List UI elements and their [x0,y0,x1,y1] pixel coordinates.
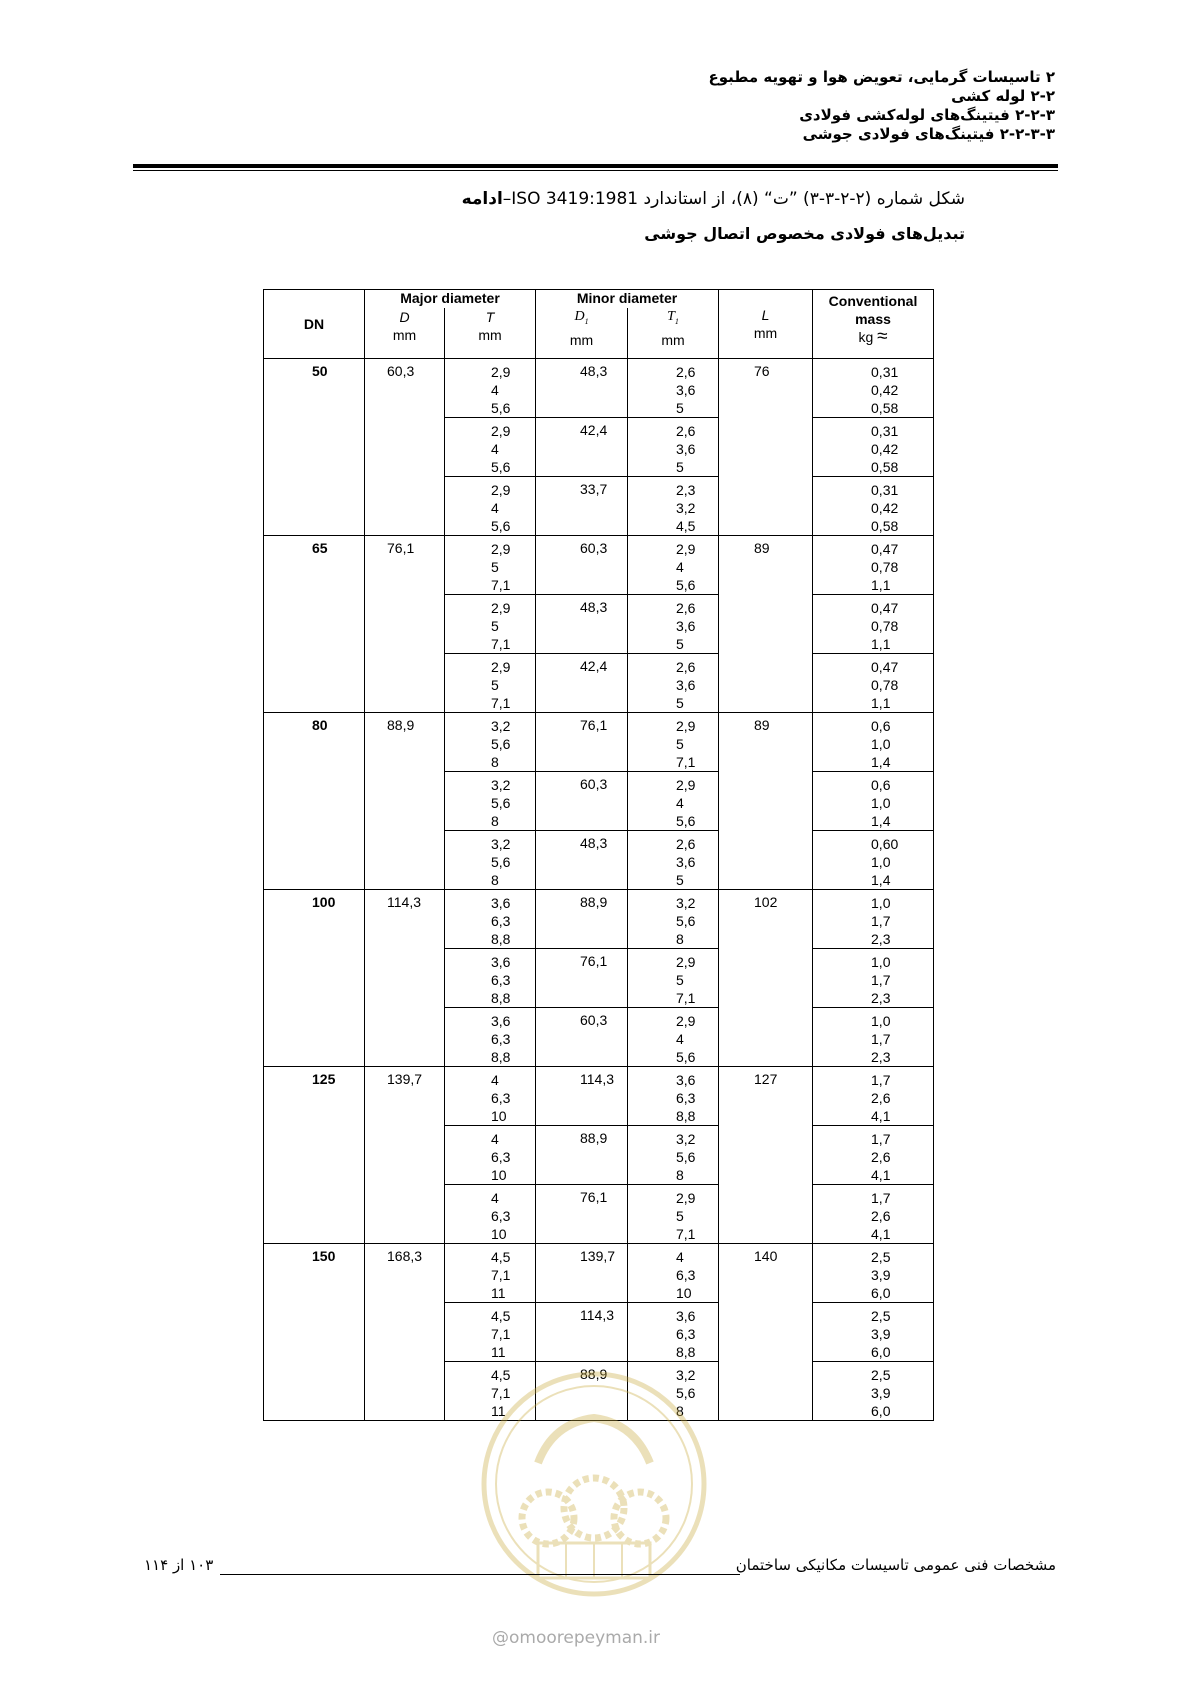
cell-t1 [628,477,719,536]
header-l-unit: mm [753,325,778,341]
cell-l: 127 [719,1067,813,1244]
cell-value: 2,5 [871,1367,891,1383]
header-rule-thick [133,164,1058,168]
cell-t [445,890,536,949]
cell-value: 2,9 [491,423,511,439]
cell-d1: 88,9 [536,1126,628,1185]
cell-d1: 42,4 [536,654,628,713]
header-line-4: ۲-۲-۳-۳ فیتینگ‌های فولادی جوشی [802,125,1055,143]
cell-value: 2,9 [491,659,511,675]
cell-value: 5,6 [491,400,511,416]
cell-value: 0,31 [871,482,899,498]
cell-value: 3,6 [676,618,696,634]
cell-value: 4,1 [871,1167,891,1183]
header-mass-line1: Conventional [828,293,918,309]
cell-mass [813,1008,934,1067]
cell-value: 3,6 [676,441,696,457]
page-header [708,68,1055,144]
cell-value: 3,9 [871,1385,891,1401]
table-row [264,359,934,418]
cell-value: 1,0 [871,954,891,970]
cell-mass [813,359,934,418]
cell-value: 5,6 [491,459,511,475]
cell-value: 7,1 [676,990,696,1006]
cell-value: 2,9 [676,954,696,970]
header-length [719,290,813,359]
cell-value: 5 [676,1208,684,1224]
cell-t [445,1303,536,1362]
cell-value: 0,42 [871,441,899,457]
figure-caption [462,189,965,209]
cell-value: 0,60 [871,836,899,852]
cell-value: 3,2 [491,836,511,852]
cell-value: 0,47 [871,659,899,675]
cell-value: 0,58 [871,459,899,475]
cell-l: 140 [719,1244,813,1421]
header-t: T mm [445,308,536,359]
cell-t [445,1008,536,1067]
cell-value: 4,1 [871,1226,891,1242]
cell-l: 76 [719,359,813,536]
cell-t [445,359,536,418]
cell-value: 3,9 [871,1267,891,1283]
cell-value: 3,2 [676,1131,696,1147]
cell-value: 2,9 [491,364,511,380]
cell-value: 6,3 [491,1208,511,1224]
cell-mass [813,1185,934,1244]
cell-value: 1,0 [871,854,891,870]
footer-title: مشخصات فنی عمومی تاسیسات مکانیکی ساختمان [735,1556,1056,1574]
cell-t1 [628,359,719,418]
cell-value: 6,3 [491,913,511,929]
cell-value: 5 [491,677,499,693]
cell-value: 5 [676,400,684,416]
cell-d1: 76,1 [536,713,628,772]
cell-value: 8 [676,931,684,947]
cell-d: 139,7 [365,1067,445,1244]
cell-value: 2,3 [871,931,891,947]
cell-value: 2,9 [676,1190,696,1206]
reducers-table [263,289,934,1421]
cell-value: 0,42 [871,500,899,516]
cell-value: 3,6 [491,895,511,911]
cell-t [445,949,536,1008]
cell-d1: 48,3 [536,359,628,418]
cell-d1: 76,1 [536,1185,628,1244]
cell-mass [813,595,934,654]
cell-value: 11 [491,1285,506,1301]
cell-value: 0,42 [871,382,899,398]
cell-value: 5,6 [491,736,511,752]
cell-t [445,831,536,890]
cell-value: 4 [491,441,499,457]
cell-mass [813,713,934,772]
header-d1: $D_1$ mm [536,308,628,359]
caption-continued: ادامه [461,189,503,209]
cell-value: 2,3 [871,1049,891,1065]
cell-mass [813,477,934,536]
cell-value: 10 [491,1108,507,1124]
cell-dn: 50 [264,359,365,536]
cell-mass [813,1067,934,1126]
cell-value: 4,5 [491,1249,511,1265]
header-l-symbol: L [761,307,770,323]
cell-value: 0,78 [871,677,899,693]
cell-l: 102 [719,890,813,1067]
header-t1: $T_1$ mm [628,308,719,359]
cell-d: 76,1 [365,536,445,713]
cell-mass [813,831,934,890]
cell-d1: 60,3 [536,772,628,831]
watermark-url: @omoorepeyman.ir [492,1628,661,1648]
cell-value: 1,4 [871,754,891,770]
cell-t [445,713,536,772]
cell-value: 11 [491,1344,506,1360]
cell-value: 5,6 [491,854,511,870]
cell-value: 2,3 [676,482,696,498]
cell-value: 3,6 [491,1013,511,1029]
cell-value: 1,1 [871,577,891,593]
cell-d1: 139,7 [536,1244,628,1303]
cell-value: 8,8 [676,1344,696,1360]
header-line-3: ۲-۲-۳ فیتینگ‌های لوله‌کشی فولادی [799,106,1055,124]
cell-value: 7,1 [491,577,511,593]
cell-value: 1,0 [871,1013,891,1029]
cell-value: 3,2 [676,500,696,516]
cell-value: 1,4 [871,872,891,888]
cell-value: 2,6 [676,364,696,380]
cell-value: 1,1 [871,636,891,652]
cell-value: 5 [676,459,684,475]
cell-t1 [628,831,719,890]
cell-value: 7,1 [491,695,511,711]
cell-value: 2,3 [871,990,891,1006]
cell-value: 4,1 [871,1108,891,1124]
cell-t1 [628,1067,719,1126]
cell-t [445,1244,536,1303]
cell-value: 7,1 [491,636,511,652]
cell-value: 1,1 [871,695,891,711]
cell-value: 2,6 [676,836,696,852]
cell-mass [813,1303,934,1362]
table-row [264,1244,934,1303]
cell-value: 2,9 [676,1013,696,1029]
cell-value: 4 [491,1131,499,1147]
table-row [264,890,934,949]
cell-value: 6,3 [676,1267,696,1283]
cell-value: 5 [676,972,684,988]
cell-value: 2,9 [676,777,696,793]
cell-t [445,595,536,654]
cell-t [445,477,536,536]
cell-value: 1,4 [871,813,891,829]
header-line-1: ۲ تاسیسات گرمایی، تعویض هوا و تهویه مطبوع [708,68,1055,86]
cell-value: 2,5 [871,1249,891,1265]
cell-value: 1,7 [871,913,891,929]
cell-mass [813,1362,934,1421]
cell-value: 8,8 [676,1108,696,1124]
cell-mass [813,890,934,949]
cell-value: 3,2 [491,777,511,793]
cell-d1: 42,4 [536,418,628,477]
cell-t1 [628,595,719,654]
cell-value: 3,2 [676,895,696,911]
cell-mass [813,1244,934,1303]
table-row [264,713,934,772]
cell-value: 8,8 [491,990,511,1006]
header-d: D mm [365,308,445,359]
footer-rule [220,1574,740,1575]
cell-value: 2,9 [491,482,511,498]
cell-value: 0,31 [871,364,899,380]
cell-value: 3,6 [676,1072,696,1088]
cell-value: 4,5 [491,1367,511,1383]
cell-value: 2,6 [871,1208,891,1224]
cell-value: 5,6 [676,813,696,829]
cell-value: 4 [491,500,499,516]
table-header-row [264,290,934,309]
table-row [264,536,934,595]
cell-value: 7,1 [676,754,696,770]
cell-mass [813,654,934,713]
cell-value: 6,3 [676,1326,696,1342]
cell-value: 3,6 [676,677,696,693]
cell-value: 10 [676,1285,692,1301]
cell-d1: 114,3 [536,1067,628,1126]
cell-t1 [628,713,719,772]
cell-t [445,418,536,477]
cell-value: 3,6 [676,854,696,870]
cell-d1: 48,3 [536,595,628,654]
cell-value: 6,0 [871,1403,891,1419]
cell-value: 2,6 [871,1090,891,1106]
cell-dn: 150 [264,1244,365,1421]
cell-t [445,1185,536,1244]
cell-value: 2,6 [676,600,696,616]
cell-value: 5,6 [491,795,511,811]
cell-d1: 60,3 [536,1008,628,1067]
header-mass-line2: mass [855,311,891,327]
cell-value: 2,5 [871,1308,891,1324]
cell-d: 60,3 [365,359,445,536]
cell-t1 [628,949,719,1008]
cell-value: 5,6 [676,1385,696,1401]
cell-dn: 125 [264,1067,365,1244]
cell-dn: 80 [264,713,365,890]
cell-mass [813,536,934,595]
cell-t [445,1067,536,1126]
publisher-seal-watermark [478,1368,710,1600]
cell-value: 8 [676,1167,684,1183]
cell-value: 3,2 [491,718,511,734]
cell-value: 7,1 [491,1385,511,1401]
cell-dn: 100 [264,890,365,1067]
cell-mass [813,772,934,831]
cell-value: 1,7 [871,1131,891,1147]
cell-value: 5 [491,559,499,575]
header-rule-thin [133,170,1058,171]
cell-t [445,654,536,713]
cell-t1 [628,772,719,831]
cell-t1 [628,418,719,477]
cell-value: 8 [491,813,499,829]
cell-value: 5,6 [676,913,696,929]
cell-t1 [628,654,719,713]
cell-value: 2,6 [676,423,696,439]
table-body [264,359,934,1421]
cell-value: 7,1 [491,1326,511,1342]
header-dn: DN [264,290,365,359]
cell-value: 6,0 [871,1344,891,1360]
header-major-diameter: Major diameter [365,290,536,309]
page-number: ۱۰۳ از ۱۱۴ [144,1556,214,1574]
cell-t1 [628,536,719,595]
cell-value: 3,6 [676,382,696,398]
cell-t1 [628,1244,719,1303]
header-line-2: ۲-۲ لوله کشی [951,87,1055,105]
cell-d: 88,9 [365,713,445,890]
cell-mass [813,418,934,477]
cell-t1 [628,1185,719,1244]
cell-value: 1,0 [871,795,891,811]
cell-value: 0,78 [871,618,899,634]
cell-value: 2,9 [491,600,511,616]
cell-value: 0,31 [871,423,899,439]
cell-value: 3,2 [676,1367,696,1383]
cell-value: 3,9 [871,1326,891,1342]
cell-value: 0,58 [871,400,899,416]
cell-value: 4 [676,1249,684,1265]
cell-value: 10 [491,1167,507,1183]
cell-value: 11 [491,1403,506,1419]
cell-value: 2,9 [491,541,511,557]
cell-value: 0,47 [871,600,899,616]
cell-l: 89 [719,536,813,713]
cell-t [445,1126,536,1185]
cell-t1 [628,1126,719,1185]
cell-value: 8 [491,872,499,888]
cell-t [445,536,536,595]
cell-value: 10 [491,1226,507,1242]
cell-value: 1,0 [871,895,891,911]
cell-dn: 65 [264,536,365,713]
cell-value: 4 [676,559,684,575]
cell-mass [813,949,934,1008]
cell-l: 89 [719,713,813,890]
cell-value: 2,6 [676,659,696,675]
cell-value: 6,0 [871,1285,891,1301]
cell-value: 6,3 [491,1149,511,1165]
cell-value: 6,3 [676,1090,696,1106]
cell-d1: 60,3 [536,536,628,595]
cell-mass [813,1126,934,1185]
cell-value: 7,1 [676,1226,696,1242]
cell-d1: 88,9 [536,890,628,949]
cell-d1: 88,9 [536,1362,628,1421]
cell-value: 8 [676,1403,684,1419]
cell-d: 168,3 [365,1244,445,1421]
cell-value: 4,5 [491,1308,511,1324]
cell-value: 5,6 [676,1049,696,1065]
cell-value: 0,58 [871,518,899,534]
cell-value: 3,6 [676,1308,696,1324]
cell-value: 0,6 [871,777,891,793]
cell-value: 4 [676,795,684,811]
cell-value: 5,6 [676,1149,696,1165]
cell-value: 5 [676,872,684,888]
cell-value: 4 [491,1190,499,1206]
cell-t1 [628,890,719,949]
cell-value: 4,5 [676,518,696,534]
cell-value: 6,3 [491,972,511,988]
cell-d: 114,3 [365,890,445,1067]
header-minor-diameter: Minor diameter [536,290,719,309]
cell-value: 5 [491,618,499,634]
cell-d1: 114,3 [536,1303,628,1362]
cell-value: 6,3 [491,1031,511,1047]
cell-t [445,772,536,831]
cell-value: 5,6 [491,518,511,534]
cell-value: 5 [676,636,684,652]
cell-value: 1,0 [871,736,891,752]
cell-value: 5,6 [676,577,696,593]
cell-value: 6,3 [491,1090,511,1106]
cell-value: 4 [491,1072,499,1088]
table-row [264,1067,934,1126]
cell-value: 0,6 [871,718,891,734]
cell-value: 1,7 [871,1190,891,1206]
figure-title: تبدیل‌های فولادی مخصوص اتصال جوشی [644,224,965,243]
header-mass [813,290,934,359]
cell-value: 8 [491,754,499,770]
cell-value: 0,47 [871,541,899,557]
cell-value: 5 [676,736,684,752]
cell-value: 4 [676,1031,684,1047]
cell-value: 1,7 [871,1072,891,1088]
cell-value: 4 [491,382,499,398]
cell-d1: 33,7 [536,477,628,536]
cell-value: 2,9 [676,541,696,557]
cell-value: 1,7 [871,1031,891,1047]
header-mass-unit: kg ≈ [858,326,888,347]
cell-value: 8,8 [491,931,511,947]
cell-value: 8,8 [491,1049,511,1065]
cell-value: 7,1 [491,1267,511,1283]
cell-value: 2,6 [871,1149,891,1165]
caption-text: شکل شماره (۲-۲-۳-۳) ”ت“ (۸)، از استاندارد ISO 3419:1981– [502,189,965,209]
cell-value: 0,78 [871,559,899,575]
cell-value: 1,7 [871,972,891,988]
cell-d1: 76,1 [536,949,628,1008]
cell-t1 [628,1303,719,1362]
cell-d1: 48,3 [536,831,628,890]
cell-value: 3,6 [491,954,511,970]
cell-value: 2,9 [676,718,696,734]
cell-t1 [628,1008,719,1067]
cell-value: 5 [676,695,684,711]
